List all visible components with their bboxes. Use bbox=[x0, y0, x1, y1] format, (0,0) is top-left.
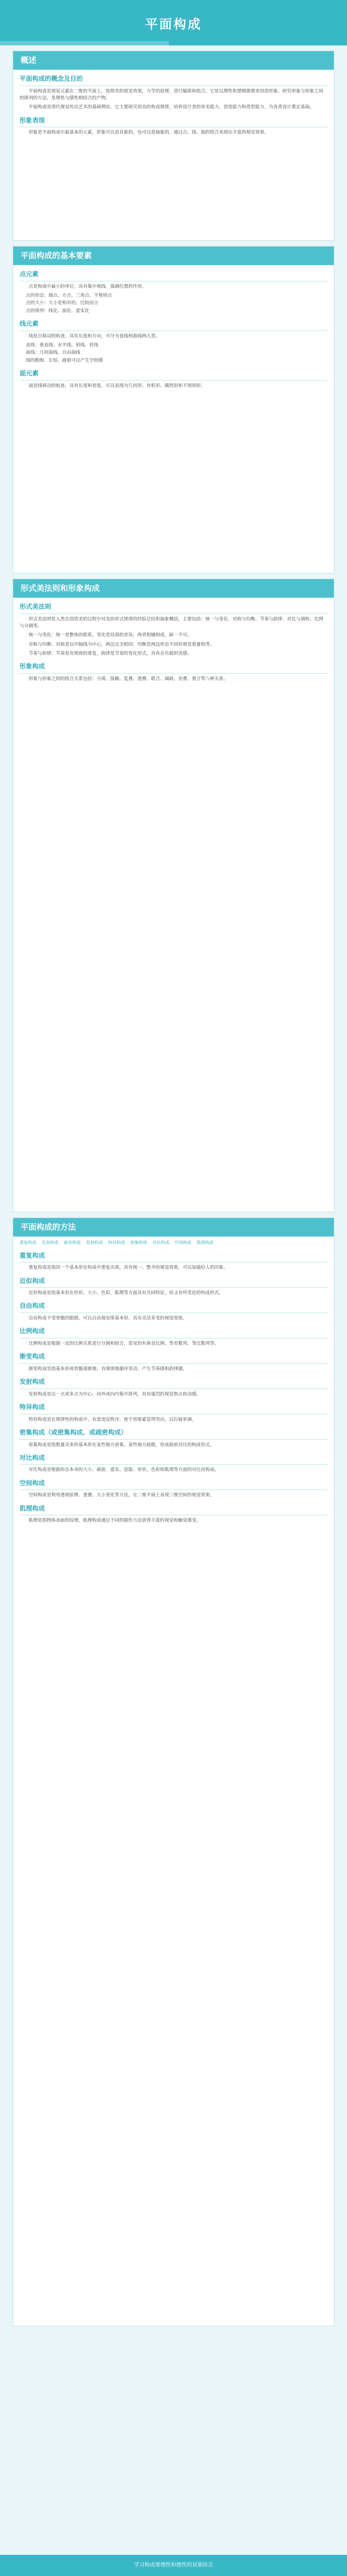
paragraph: 近似构成是指基本形在形状、大小、色彩、肌理等方面具有共同特征，但又有所变化的构成形式。 bbox=[28, 1290, 224, 1296]
subhead: 形象构成 bbox=[20, 662, 327, 674]
list-item: 点的形态：圆点、方点、三角点、不规则点 bbox=[26, 293, 112, 299]
paragraph: 空间构成是利用透视原理、重叠、大小变化等方法，在二维平面上表现三维空间的视觉效果。 bbox=[28, 1493, 215, 1498]
method-link[interactable]: 渐变构成 bbox=[64, 1240, 81, 1245]
paragraph: 自由构成不受骨骼的限制，可以自由地安排基本形，具有灵活多变的视觉效果。 bbox=[28, 1316, 187, 1322]
paragraph: 线是点移动的轨迹，具有长度和方向，可分为直线和曲线两大类。 bbox=[28, 333, 160, 339]
list bbox=[26, 292, 327, 315]
paragraph: 比例构成是根据一定的比例关系进行分割和组合，常见的有黄金比例、等差数列、等比数列等。 bbox=[28, 1341, 219, 1346]
list-item: 曲线：几何曲线、自由曲线 bbox=[26, 350, 81, 356]
section-form-beauty bbox=[13, 579, 334, 1212]
subhead: 点元素 bbox=[20, 269, 327, 281]
method-link[interactable]: 肌理构成 bbox=[197, 1240, 214, 1245]
paragraph: 平面构成是现代视觉传达艺术的基础理论，它主要研究形态的构成规律，培养设计者的审美能力、创造能力和造型能力，为各类设计奠定基础。 bbox=[28, 105, 314, 110]
method-link[interactable]: 特异构成 bbox=[108, 1240, 125, 1245]
paragraph: 面是线移动的轨迹，具有长度和宽度，可以表现为几何形、有机形、偶然形和不规则形。 bbox=[28, 383, 206, 389]
paragraph: 点是构成中最小的单位，具有集中视线、强调位置的作用。 bbox=[28, 284, 147, 289]
paragraph: 节奏与韵律：节奏是有规律的重复，韵律是节奏的变化形式，具有音乐般的美感。 bbox=[28, 651, 192, 657]
paragraph: 肌理是指物体表面的纹理，肌理构成通过不同的制作方法获得丰富的视觉和触觉感受。 bbox=[28, 1518, 201, 1524]
method-link[interactable]: 近似构成 bbox=[42, 1240, 59, 1245]
subhead: 发射构成 bbox=[20, 1377, 327, 1389]
paragraph: 发射构成是以一点或多点为中心，向外或向内集中排列，具有强烈的视觉焦点和动感。 bbox=[28, 1391, 201, 1397]
subhead: 近似构成 bbox=[20, 1276, 327, 1288]
paragraph: 形式美法则是人类在创造美的过程中对美的形式规律的经验总结和抽象概括，主要包括：统一与变化、对称与均衡、节奏与韵律、对比与调和、比例与分割等。 bbox=[20, 616, 323, 629]
method-link[interactable]: 对比构成 bbox=[152, 1240, 169, 1245]
subhead: 线元素 bbox=[20, 319, 327, 331]
list-item: 直线：垂直线、水平线、斜线、折线 bbox=[26, 343, 99, 348]
section-methods bbox=[13, 1218, 334, 2326]
subhead: 渐变构成 bbox=[20, 1352, 327, 1364]
paragraph: 形象与形象之间的组合关系包括：分离、接触、复叠、透叠、联合、减缺、差叠、重合等八种关系。 bbox=[28, 676, 228, 682]
section-overview bbox=[13, 51, 334, 241]
method-link[interactable]: 重复构成 bbox=[20, 1240, 36, 1245]
paragraph: 平面构成是视觉元素在二维的平面上，按照美的视觉效果，力学的原理，进行编排和组合，它是以理性和逻辑推理来创造形象、研究形象与形象之间的排列的方法，是理性与感性相结合的产物。 bbox=[20, 88, 323, 101]
section-title: 平面构成的基本要素 bbox=[13, 247, 334, 265]
paragraph: 形象是平面构成中最基本的元素，形象可以是具象的，也可以是抽象的，通过点、线、面的组合表现出丰富的视觉效果。 bbox=[28, 130, 269, 136]
subhead: 肌理构成 bbox=[20, 1504, 327, 1516]
paragraph: 密集构成是指数量众多的基本形在某些地方密集、某些地方疏散，形成疏密对比的构成形式。 bbox=[28, 1442, 215, 1448]
paragraph: 对比构成是根据形态本身的大小、疏密、虚实、显隐、形状、色彩和肌理等方面的对比而构成。 bbox=[28, 1467, 219, 1473]
paragraph: 重复构成是指同一个基本形在构成中重复出现，具有统一、整齐的视觉效果，可以加强给人的印象。 bbox=[28, 1265, 228, 1271]
header-decoration bbox=[0, 41, 169, 45]
subhead: 形象表现 bbox=[20, 116, 327, 128]
method-link[interactable]: 密集构成 bbox=[130, 1240, 147, 1245]
subhead: 平面构成的概念及目的 bbox=[20, 74, 327, 86]
list-item: 点的排列：线化、面化、虚实化 bbox=[26, 308, 90, 314]
method-link[interactable]: 发射构成 bbox=[86, 1240, 103, 1245]
subhead: 面元素 bbox=[20, 369, 327, 381]
section-title: 概述 bbox=[13, 51, 334, 70]
paragraph: 对称与均衡：对称是以中轴线为中心，两边完全相同；均衡是两边形态不同但视觉重量相等。 bbox=[28, 641, 215, 647]
list-item: 点的大小：大小是相对的，比较而言 bbox=[26, 300, 99, 306]
subhead: 自由构成 bbox=[20, 1301, 327, 1313]
subhead: 密集构成（或密集构成、或疏密构成） bbox=[20, 1428, 327, 1440]
method-nav bbox=[13, 1237, 334, 1246]
method-link[interactable]: 空间构成 bbox=[175, 1240, 191, 1245]
subhead: 对比构成 bbox=[20, 1453, 327, 1465]
content bbox=[13, 51, 334, 2332]
paragraph: 特异构成是在规律性的构成中，有意违反秩序，使个别要素显得突出，以打破单调。 bbox=[28, 1417, 197, 1422]
subhead: 空间构成 bbox=[20, 1478, 327, 1490]
subhead: 比例构成 bbox=[20, 1326, 327, 1338]
subhead: 形式美法则 bbox=[20, 602, 327, 614]
list bbox=[26, 342, 327, 364]
footer: 学习构成要理性和感性的双重结合 bbox=[0, 2555, 347, 2576]
header bbox=[0, 0, 347, 45]
section-title: 形式美法则和形象构成 bbox=[13, 579, 334, 598]
paragraph: 统一与变化：统一是整体的联系，变化是局部的差异，两者相辅相成，缺一不可。 bbox=[28, 633, 192, 638]
paragraph: 渐变构成是指基本形或骨骼逐渐地、有规律地循序变动，产生节奏感和韵律感。 bbox=[28, 1366, 187, 1372]
section-elements bbox=[13, 246, 334, 573]
subhead: 特异构成 bbox=[20, 1402, 327, 1414]
list-item: 线的粗细、长短、疏密可以产生空间感 bbox=[26, 357, 103, 363]
page-title: 平面构成 bbox=[145, 17, 202, 32]
section-title: 平面构成的方法 bbox=[13, 1218, 334, 1237]
subhead: 重复构成 bbox=[20, 1251, 327, 1263]
